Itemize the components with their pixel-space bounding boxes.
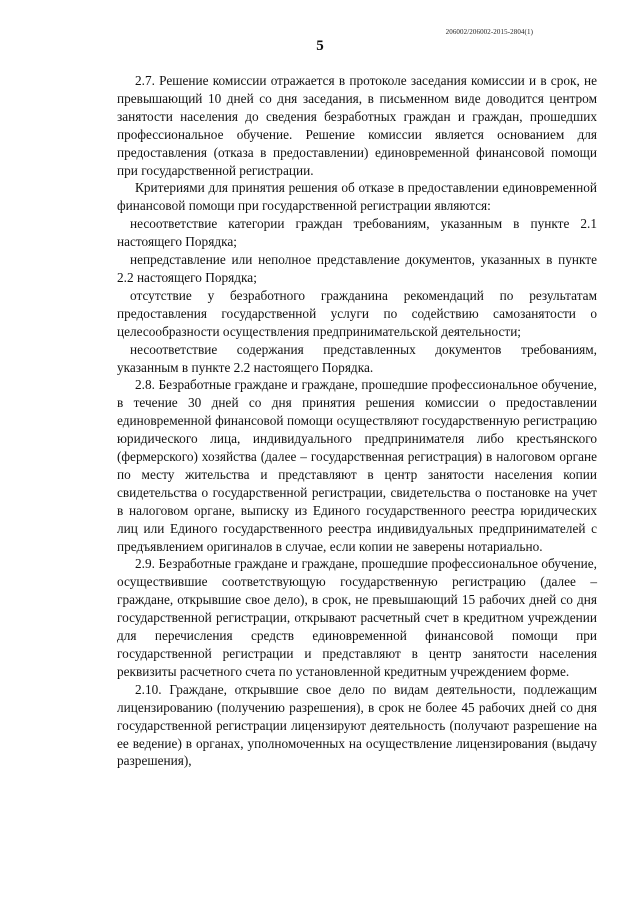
criterion-missing-documents: непредставление или неполное представление документов, указанных в пункте 2.2 настоящего Порядка; — [117, 252, 597, 285]
paragraph-2-10: 2.10. Граждане, открывшие свое дело по видам деятельности, подлежащим лицензированию (получению разрешения), в срок не более 45 рабочих дней со дня государственной регистрации лицензируют деятельность (получают разрешение на ее ведение) в органах, уполномоченных на осуществление лицензирования (выдачу разрешения), — [117, 681, 597, 769]
document-body — [117, 72, 597, 770]
paragraph-refusal-criteria: Критериями для принятия решения об отказе в предоставлении единовременной финансовой помощи при государственной регистрации являются: — [117, 180, 597, 214]
criterion-no-recommendation: отсутствие у безработного гражданина рекомендаций по результатам предоставления государственной услуги по содействию самозанятости о целесообразности осуществления предпринимательской деятельности; — [117, 287, 597, 339]
paragraph-2-7: 2.7. Решение комиссии отражается в протоколе заседания комиссии и в срок, не превышающий 10 дней со дня заседания, в письменном виде доводится центром занятости населения до сведения безработных граждан и граждан, прошедших профессиональное обучение. Решение комиссии является основанием для предоставления (отказа в предоставлении) единовременной финансовой помощи при государственной регистрации. — [117, 73, 597, 178]
criterion-content-mismatch: несоответствие содержания представленных документов требованиям, указанным в пункте 2.2 настоящего Порядка. — [117, 341, 597, 375]
page-number: 5 — [316, 38, 324, 54]
document-code: 206002/206002-2015-2804(1) — [445, 28, 533, 36]
paragraph-2-9: 2.9. Безработные граждане и граждане, прошедшие профессиональное обучение, осуществившие соответствующую государственную регистрацию (далее – граждане, открывшие свое дело), в срок, не превышающий 15 рабочих дней со дня государственной регистрации, открывают расчетный счет в кредитном учреждении для перечисления средств единовременной финансовой помощи при государственной регистрации и представляют в центр занятости населения реквизиты расчетного счета по установленной кредитным учреждением форме. — [117, 556, 597, 679]
paragraph-2-8: 2.8. Безработные граждане и граждане, прошедшие профессиональное обучение, в течение 30 дней со дня принятия решения комиссии о предоставлении единовременной финансовой помощи осуществляют государственную регистрацию юридического лица, индивидуального предпринимателя либо крестьянского (фермерского) хозяйства (далее – государственная регистрация) в налоговом органе по месту жительства и представляют в центр занятости населения копии свидетельства о государственной регистрации, свидетельства о постановке на учет в налоговом органе, выписку из Единого государственного реестра юридических лиц или Единого государственного реестра индивидуальных предпринимателей с предъявлением оригиналов в случае, если копии не заверены нотариально. — [117, 377, 597, 554]
criterion-category-mismatch: несоответствие категории граждан требованиям, указанным в пункте 2.1 настоящего Порядка; — [117, 216, 597, 250]
